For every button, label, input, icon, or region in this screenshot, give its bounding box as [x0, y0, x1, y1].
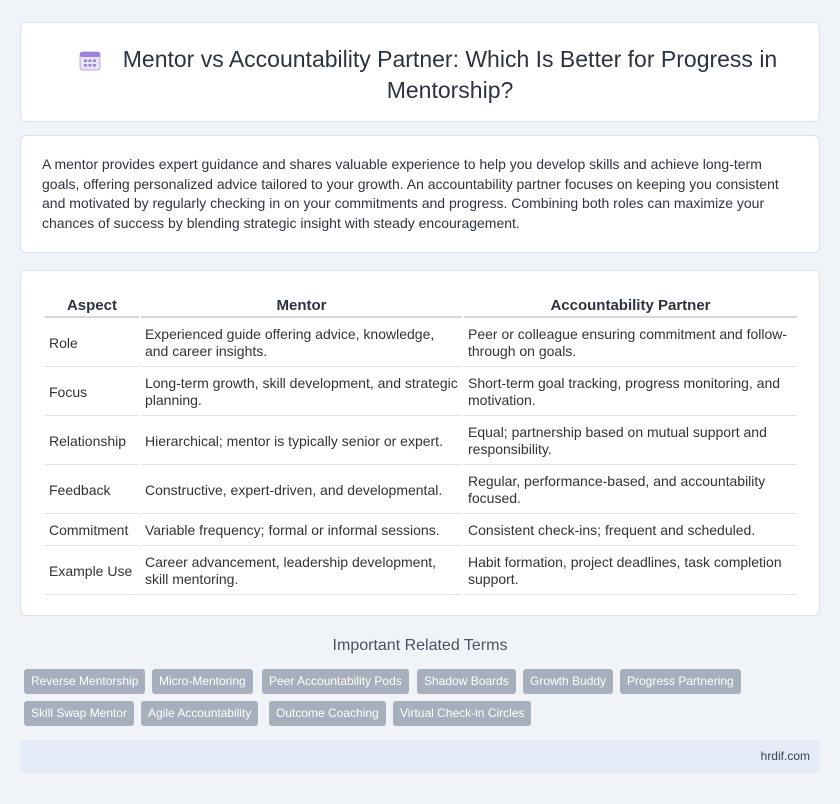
comparison-table-card — [20, 270, 820, 616]
tag-growth-buddy[interactable]: Growth Buddy — [523, 669, 613, 694]
tag-peer-accountability-pods[interactable]: Peer Accountability Pods — [262, 669, 409, 694]
table-row — [45, 369, 797, 416]
row-aspect: Role — [45, 320, 139, 367]
row-partner: Peer or colleague ensuring commitment and follow-through on goals. — [464, 320, 797, 367]
header-aspect: Aspect — [45, 295, 139, 318]
table-row — [45, 418, 797, 465]
row-mentor: Variable frequency; formal or informal sessions. — [141, 516, 462, 546]
row-mentor: Career advancement, leadership development, skill mentoring. — [141, 548, 462, 595]
title-card — [20, 22, 820, 122]
row-partner: Consistent check-ins; frequent and scheduled. — [464, 516, 797, 546]
header-accountability-partner: Accountability Partner — [464, 295, 797, 318]
tag-progress-partnering[interactable]: Progress Partnering — [620, 669, 741, 694]
row-aspect: Feedback — [45, 467, 139, 514]
tag-reverse-mentorship[interactable]: Reverse Mentorship — [24, 669, 145, 694]
table-header-row — [45, 295, 797, 318]
tag-shadow-boards[interactable]: Shadow Boards — [417, 669, 516, 694]
table-row — [45, 548, 797, 595]
header-mentor: Mentor — [141, 295, 462, 318]
row-partner: Short-term goal tracking, progress monitoring, and motivation. — [464, 369, 797, 416]
row-mentor: Hierarchical; mentor is typically senior or expert. — [141, 418, 462, 465]
row-partner: Equal; partnership based on mutual support and responsibility. — [464, 418, 797, 465]
row-partner: Regular, performance-based, and accountability focused. — [464, 467, 797, 514]
tag-micro-mentoring[interactable]: Micro-Mentoring — [152, 669, 253, 694]
tag-virtual-check-in-circles[interactable]: Virtual Check-in Circles — [393, 701, 531, 726]
row-mentor: Long-term growth, skill development, and strategic planning. — [141, 369, 462, 416]
row-aspect: Focus — [45, 369, 139, 416]
intro-card — [20, 135, 820, 253]
row-partner: Habit formation, project deadlines, task completion support. — [464, 548, 797, 595]
tag-agile-accountability[interactable]: Agile Accountability — [141, 701, 258, 726]
row-aspect: Example Use — [45, 548, 139, 595]
footer-site-link[interactable]: hrdif.com — [760, 749, 810, 763]
row-mentor: Constructive, expert-driven, and developmental. — [141, 467, 462, 514]
intro-paragraph: A mentor provides expert guidance and shares valuable experience to help you develop skills and achieve long-term goals, offering personalized advice tailored to your growth. An accountability partner focuses on keeping you consistent and motivated by regularly checking in on your commitments and progress. Combining both roles can maximize your chances of success by blending strategic insight with steady encouragement. — [42, 156, 779, 231]
page-title: Mentor vs Accountability Partner: Which Is Better for Progress in Mentorship? — [122, 46, 778, 103]
table-row — [45, 467, 797, 514]
row-aspect: Relationship — [45, 418, 139, 465]
comparison-table — [43, 293, 799, 597]
tag-skill-swap-mentor[interactable]: Skill Swap Mentor — [24, 701, 134, 726]
row-mentor: Experienced guide offering advice, knowledge, and career insights. — [141, 320, 462, 367]
footer — [20, 740, 820, 773]
table-row — [45, 516, 797, 546]
tag-outcome-coaching[interactable]: Outcome Coaching — [269, 701, 386, 726]
table-row — [45, 320, 797, 367]
related-terms-title: Important Related Terms — [332, 637, 508, 654]
row-aspect: Commitment — [45, 516, 139, 546]
